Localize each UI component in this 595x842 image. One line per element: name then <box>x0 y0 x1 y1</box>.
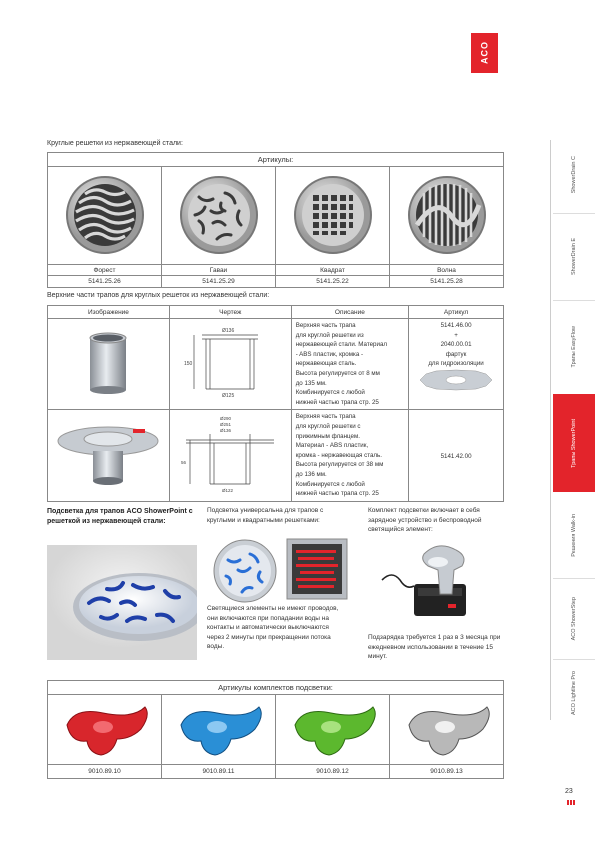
article-line: + <box>454 331 458 339</box>
desc-line: Материал - ABS пластик, <box>295 442 369 450</box>
technical-drawing-icon <box>180 414 280 496</box>
sidebar-rail <box>550 140 551 720</box>
dim-label: Ø136 <box>222 328 235 335</box>
lit-drain-photo <box>47 545 197 660</box>
grate-code: 5141.25.28 <box>390 276 504 288</box>
grate-hawaii-icon <box>179 175 259 255</box>
desc-line: до 136 мм. <box>295 470 327 478</box>
dim-label: 150 <box>184 361 193 368</box>
article-line: фартук <box>445 350 467 358</box>
grate-code: 5141.25.26 <box>48 276 162 288</box>
light-element-red-icon <box>57 699 153 759</box>
sidebar-item-label: ACO Lightline Pro <box>571 670 577 716</box>
kit-code: 9010.89.10 <box>48 765 162 779</box>
desc-line: Высота регулируется от 38 мм <box>295 461 384 469</box>
kit-code: 9010.89.13 <box>390 765 504 779</box>
sidebar-item-lightline[interactable] <box>553 662 595 724</box>
page-number: 23 <box>565 788 573 795</box>
grate-name: Волна <box>390 265 504 276</box>
article-line: 2040.00.01 <box>440 341 472 349</box>
desc-line: нержавеющая сталь. <box>295 360 357 368</box>
wireless-text: Светящиеся элементы не имеют проводов, они включаются при попадании воды на контакты и автоматически выключаются через 2 минуты при прекращении потока воды. <box>207 605 339 650</box>
article-line: 5141.46.00 <box>440 322 472 329</box>
sidebar-item-showerdrain-c[interactable] <box>553 140 595 210</box>
desc-line: нижней частью трапа стр. 25 <box>295 490 379 498</box>
section2-title: Верхние части трапов для круглых решеток из нержавеющей стали: <box>47 292 270 299</box>
sidebar-item-showerstep[interactable] <box>553 581 595 656</box>
aco-logo: ACO <box>471 33 498 73</box>
grate-name: Квадрат <box>276 265 390 276</box>
sidebar-item-showerdrain-e[interactable] <box>553 216 595 296</box>
desc-line: Комбинируется с любой <box>295 389 365 397</box>
dim-label: Ø136 <box>220 427 232 433</box>
sidebar-item-easyflow[interactable] <box>553 303 595 391</box>
drain-top-2-article <box>409 410 504 501</box>
dim-label: Ø290 <box>220 415 232 421</box>
article-line: 5141.42.00 <box>440 452 472 460</box>
desc-line: для круглой решетки с <box>295 422 361 430</box>
sidebar-divider <box>553 578 595 579</box>
lighting-kits-table <box>47 680 504 779</box>
page-marker-icon <box>567 800 579 805</box>
desc-line: кромка - нержавеющая сталь. <box>295 451 382 459</box>
kit-code: 9010.89.12 <box>276 765 390 779</box>
desc-line: до 135 мм. <box>295 379 327 387</box>
sidebar-divider <box>553 300 595 301</box>
kit-code: 9010.89.11 <box>162 765 276 779</box>
grate-square-icon <box>293 175 373 255</box>
square-lit-grate-icon <box>286 538 348 600</box>
dim-label: Ø122 <box>222 487 234 493</box>
desc-line: нижней частью трапа стр. 25 <box>295 398 379 406</box>
sidebar-item-label: ShowerDrain C <box>571 156 577 194</box>
desc-line: Высота регулируется от 8 мм <box>295 369 380 377</box>
drain-top-1-drawing <box>169 319 291 410</box>
dim-label: 56 <box>181 459 187 465</box>
desc-line: Верхняя часть трапа <box>295 413 356 421</box>
grate-forest-image <box>48 167 162 265</box>
recharge-text: Подзарядка требуется 1 раз в 3 месяца при ежедневном использовании в течение 15 минут. <box>368 634 501 660</box>
light-element-green-icon <box>285 699 381 759</box>
col-header-article: Артикул <box>409 306 504 319</box>
light-element-silver-icon <box>399 699 495 759</box>
desc-line: - ABS пластик, кромка - <box>295 350 364 358</box>
grate-wave-icon <box>407 175 487 255</box>
grate-name: Гаваи <box>162 265 276 276</box>
kit-blue-image <box>162 695 276 765</box>
drain-flange-icon <box>53 415 163 495</box>
article-line: для гидроизоляции <box>428 360 484 368</box>
grate-code: 5141.25.29 <box>162 276 276 288</box>
sidebar-divider <box>553 213 595 214</box>
universal-text: Подсветка универсальна для трапов с круглыми и квадратными решетками: <box>207 507 324 524</box>
drain-top-1-description <box>291 319 408 410</box>
drain-tops-table <box>47 305 504 502</box>
sidebar-item-showerpoint[interactable] <box>553 394 595 492</box>
grates-table-header: Артикулы: <box>48 153 504 167</box>
desc-line: для круглой решетки из <box>295 331 364 339</box>
light-element-blue-icon <box>171 699 267 759</box>
grate-square-image <box>276 167 390 265</box>
section1-title: Круглые решетки из нержавеющей стали: <box>47 140 183 147</box>
col-header-drawing: Чертеж <box>169 306 291 319</box>
grate-forest-icon <box>65 175 145 255</box>
kits-table-header: Артикулы комплектов подсветки: <box>48 681 504 695</box>
desc-line: нержавеющей стали. Материал <box>295 341 387 349</box>
technical-drawing-icon <box>180 325 280 401</box>
grate-hawaii-image <box>162 167 276 265</box>
col-header-description: Описание <box>291 306 408 319</box>
sidebar-item-label: ACO ShowerStep <box>571 596 577 641</box>
charger-icon <box>378 540 488 625</box>
round-lit-grate-icon <box>212 538 278 604</box>
sidebar-item-label: Трапы ShowerPoint <box>571 418 577 468</box>
sidebar-item-label: Решения Walk-in <box>571 513 577 557</box>
desc-line: Комбинируется с любой <box>295 480 365 488</box>
kit-silver-image <box>390 695 504 765</box>
grate-wave-image <box>390 167 504 265</box>
sidebar-item-walk-in[interactable] <box>553 495 595 575</box>
drain-top-1-image <box>48 319 170 410</box>
sidebar-item-label: ShowerDrain E <box>571 237 577 275</box>
kit-includes-text: Комплект подсветки включает в себя зарядное устройство и беспроводной светящийся элемент: <box>368 507 482 533</box>
kit-red-image <box>48 695 162 765</box>
kit-green-image <box>276 695 390 765</box>
sidebar-item-label: Трапы EasyFlow <box>571 326 577 368</box>
grate-code: 5141.25.22 <box>276 276 390 288</box>
lighting-title: Подсветка для трапов ACO ShowerPoint с решеткой из нержавеющей стали: <box>47 508 193 525</box>
drain-top-1-article <box>409 319 504 410</box>
drain-top-2-drawing <box>169 410 291 501</box>
dim-label: Ø251 <box>220 421 232 427</box>
desc-line: Верхняя часть трапа <box>295 322 356 329</box>
col-header-image: Изображение <box>48 306 170 319</box>
drain-top-2-description <box>291 410 408 501</box>
waterproofing-collar-icon <box>416 369 496 391</box>
dim-label: Ø125 <box>222 393 235 400</box>
sidebar-divider <box>553 659 595 660</box>
drain-top-2-image <box>48 410 170 501</box>
desc-line: прижимным фланцем. <box>295 432 360 440</box>
grates-table <box>47 152 504 288</box>
drain-cylinder-icon <box>78 328 138 398</box>
grate-name: Форест <box>48 265 162 276</box>
